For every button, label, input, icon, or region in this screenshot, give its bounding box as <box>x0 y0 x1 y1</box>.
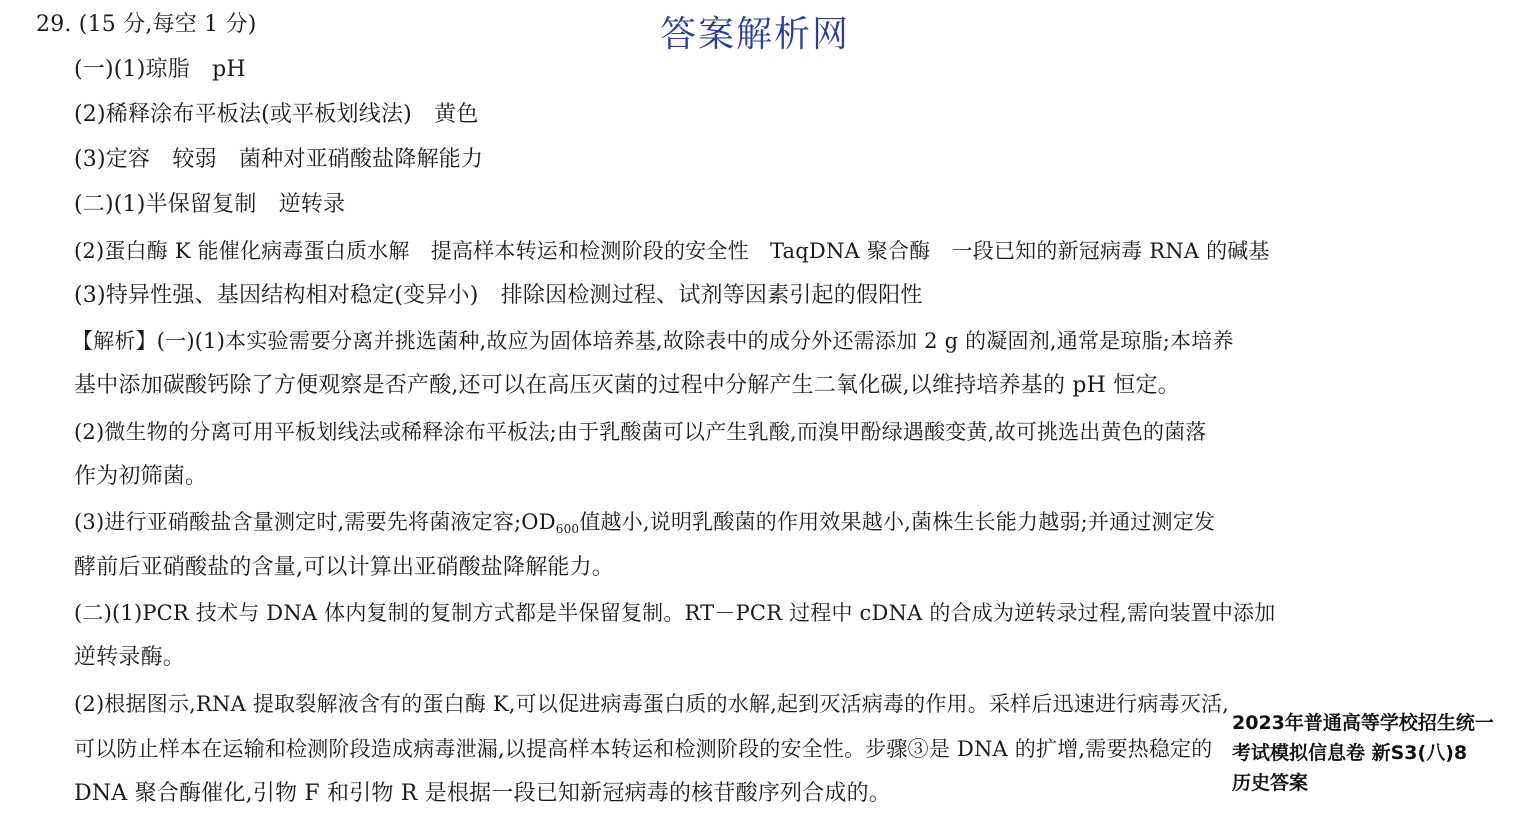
answer-line-4: (二)(1)半保留复制 逆转录 <box>74 192 346 217</box>
answer-line-6: (3)特异性强、基因结构相对稳定(变异小) 排除因检测过程、试剂等因素引起的假阳性 <box>74 283 923 308</box>
analysis-line-2: 基中添加碳酸钙除了方便观察是否产酸,还可以在高压灭菌的过程中分解产生二氧化碳,以维持培养基的 pH 恒定。 <box>74 373 1180 398</box>
analysis-line-7: (二)(1)PCR 技术与 DNA 体内复制的复制方式都是半保留复制。RT－PCR 过程中 cDNA 的合成为逆转录过程,需向装置中添加 <box>74 601 1276 625</box>
analysis-line-6: 酵前后亚硝酸盐的含量,可以计算出亚硝酸盐降解能力。 <box>74 555 614 580</box>
analysis-line-4: 作为初筛菌。 <box>74 464 208 489</box>
overlay-line-3: 历史答案 <box>1232 768 1515 798</box>
analysis-line-9: (2)根据图示,RNA 提取裂解液含有的蛋白酶 K,可以促进病毒蛋白质的水解,起到灭活病毒的作用。采样后迅速进行病毒灭活, <box>74 692 1230 716</box>
overlay-line-2: 考试模拟信息卷 新S3(八)8 <box>1232 738 1515 768</box>
question-score: (15 分,每空 1 分) <box>78 12 257 37</box>
answer-line-5: (2)蛋白酶 K 能催化病毒蛋白质水解 提高样本转运和检测阶段的安全性 TaqDNA 聚合酶 一段已知的新冠病毒 RNA 的碱基 <box>74 239 1270 263</box>
answer-line-1: (一)(1)琼脂 pH <box>74 57 246 82</box>
analysis-line-5-start: (3)进行亚硝酸盐含量测定时,需要先将菌液定容;OD <box>74 510 556 534</box>
analysis-line-10: 可以防止样本在运输和检测阶段造成病毒泄漏,以提高样本转运和检测阶段的安全性。步骤③是 DNA 的扩增,需要热稳定的 <box>74 737 1213 761</box>
answer-line-2: (2)稀释涂布平板法(或平板划线法) 黄色 <box>74 102 479 127</box>
answer-line-3: (3)定容 较弱 菌种对亚硝酸盐降解能力 <box>74 147 484 172</box>
analysis-line-1: 【解析】(一)(1)本实验需要分离并挑选菌种,故应为固体培养基,故除表中的成分外还需添加 2 g 的凝固剂,通常是琼脂;本培养 <box>72 329 1234 353</box>
analysis-line-5-end: 值越小,说明乳酸菌的作用效果越小,菌株生长能力越弱;并通过测定发 <box>579 510 1216 534</box>
analysis-line-11: DNA 聚合酶催化,引物 F 和引物 R 是根据一段已知新冠病毒的核苷酸序列合成的。 <box>74 781 891 806</box>
question-header <box>36 10 257 40</box>
question-number: 29. <box>36 12 72 37</box>
analysis-line-5 <box>74 507 1215 537</box>
analysis-line-3: (2)微生物的分离可用平板划线法或稀释涂布平板法;由于乳酸菌可以产生乳酸,而溴甲酚绿遇酸变黄,故可挑选出黄色的菌落 <box>74 420 1207 444</box>
od-subscript: 600 <box>555 522 580 536</box>
exam-title-overlay <box>1232 708 1515 798</box>
overlay-line-1: 2023年普通高等学校招生统一 <box>1232 708 1515 738</box>
watermark-title: 答案解析网 <box>660 14 851 55</box>
analysis-line-8: 逆转录酶。 <box>74 645 186 670</box>
